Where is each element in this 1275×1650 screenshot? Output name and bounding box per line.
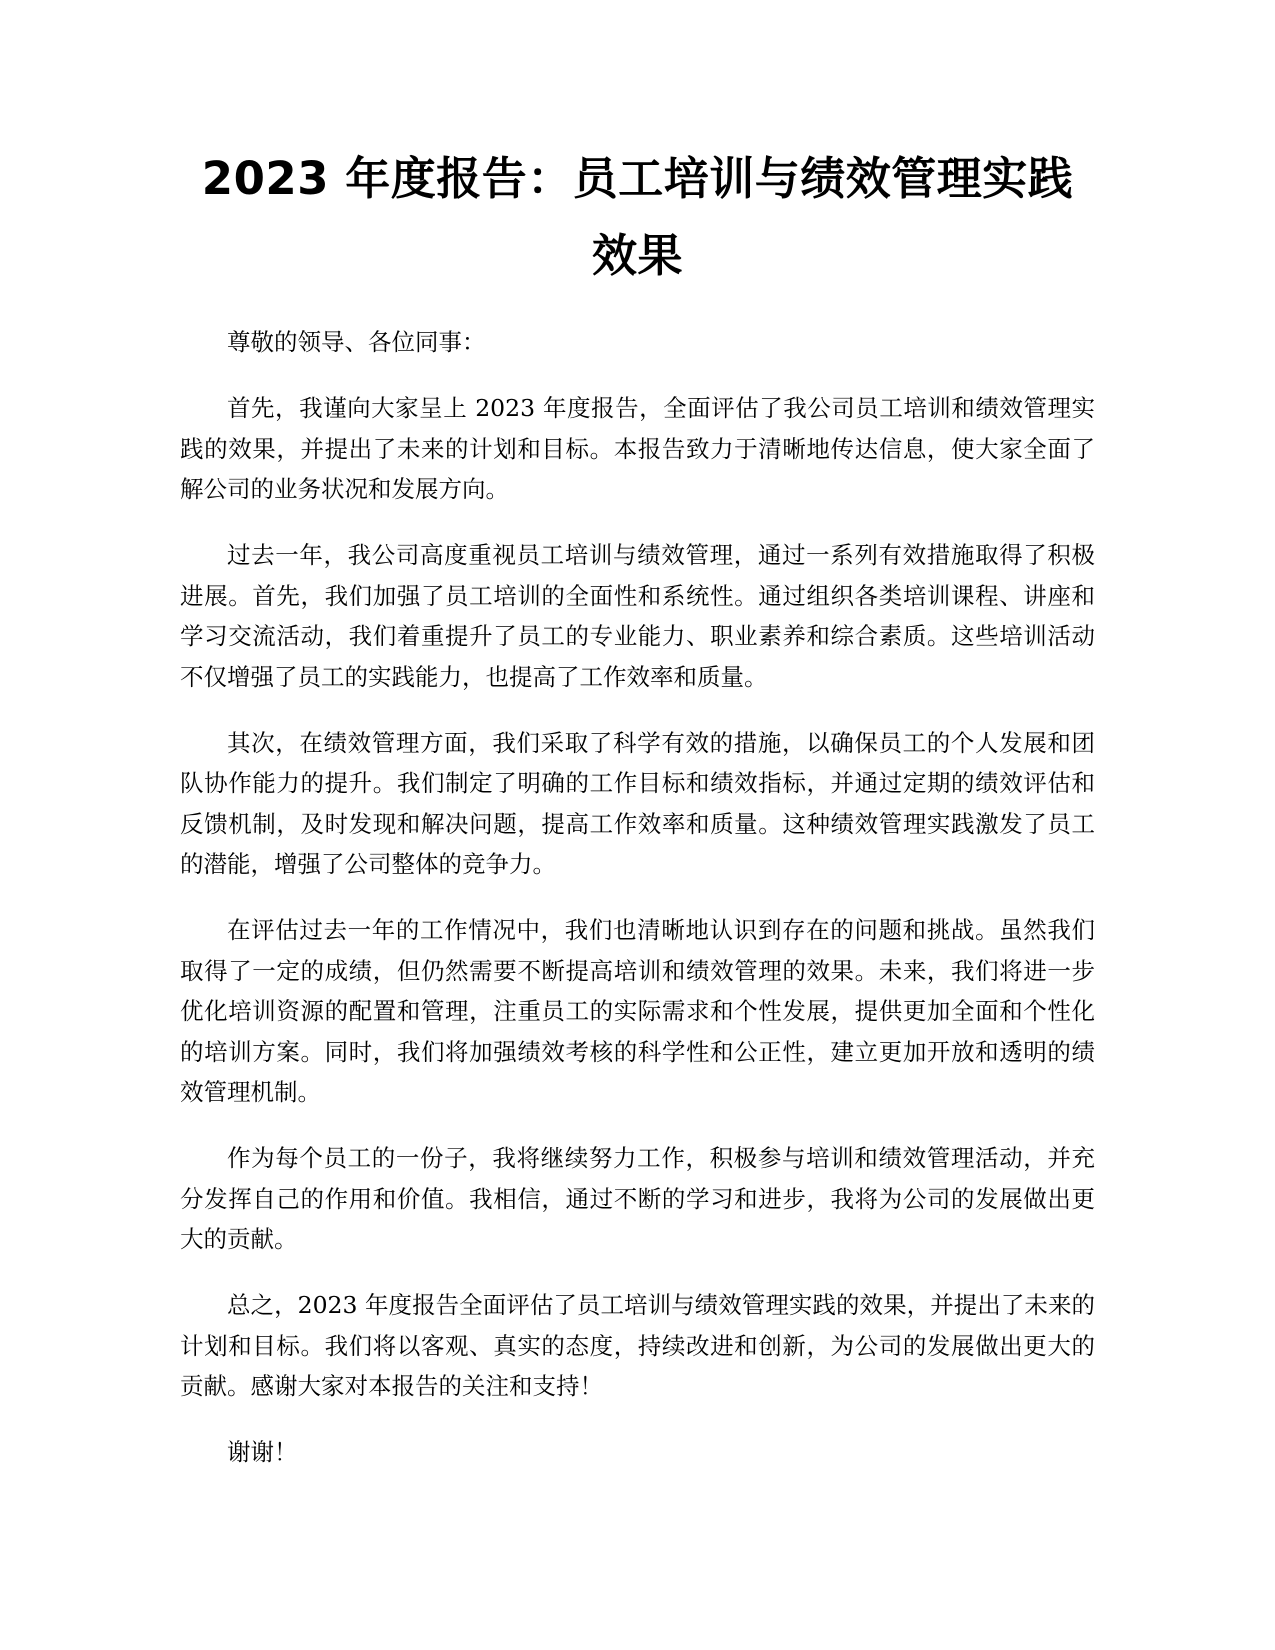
- paragraph-challenges-future: 在评估过去一年的工作情况中，我们也清晰地认识到存在的问题和挑战。虽然我们取得了一定的成绩，但仍然需要不断提高培训和绩效管理的效果。未来，我们将进一步优化培训资源的配置和管理，注重员工的实际需求和个性发展，提供更加全面和个性化的培训方案。同时，我们将加强绩效考核的科学性和公正性，建立更加开放和透明的绩效管理机制。: [180, 916, 1095, 1106]
- paragraph-thanks: 谢谢！: [227, 1438, 298, 1466]
- document-title: 2023 年度报告：员工培训与绩效管理实践效果: [201, 152, 1074, 282]
- paragraph-salutation: 尊敬的领导、各位同事：: [227, 328, 486, 356]
- paragraph-personal-commitment: 作为每个员工的一份子，我将继续努力工作，积极参与培训和绩效管理活动，并充分发挥自己的作用和价值。我相信，通过不断的学习和进步，我将为公司的发展做出更大的贡献。: [180, 1144, 1095, 1253]
- paragraph-training-progress: 过去一年，我公司高度重视员工培训与绩效管理，通过一系列有效措施取得了积极进展。首先，我们加强了员工培训的全面性和系统性。通过组织各类培训课程、讲座和学习交流活动，我们着重提升了员工的专业能力、职业素养和综合素质。这些培训活动不仅增强了员工的实践能力，也提高了工作效率和质量。: [180, 541, 1095, 691]
- paragraph-performance-management: 其次，在绩效管理方面，我们采取了科学有效的措施，以确保员工的个人发展和团队协作能力的提升。我们制定了明确的工作目标和绩效指标，并通过定期的绩效评估和反馈机制，及时发现和解决问题，提高工作效率和质量。这种绩效管理实践激发了员工的潜能，增强了公司整体的竞争力。: [180, 728, 1095, 878]
- paragraph-introduction: 首先，我谨向大家呈上 2023 年度报告，全面评估了我公司员工培训和绩效管理实践的效果，并提出了未来的计划和目标。本报告致力于清晰地传达信息，使大家全面了解公司的业务状况和发展方向。: [180, 394, 1095, 503]
- document-body: [180, 322, 1095, 1498]
- paragraph-conclusion: 总之，2023 年度报告全面评估了员工培训与绩效管理实践的效果，并提出了未来的计划和目标。我们将以客观、真实的态度，持续改进和创新，为公司的发展做出更大的贡献。感谢大家对本报告的关注和支持！: [180, 1291, 1095, 1400]
